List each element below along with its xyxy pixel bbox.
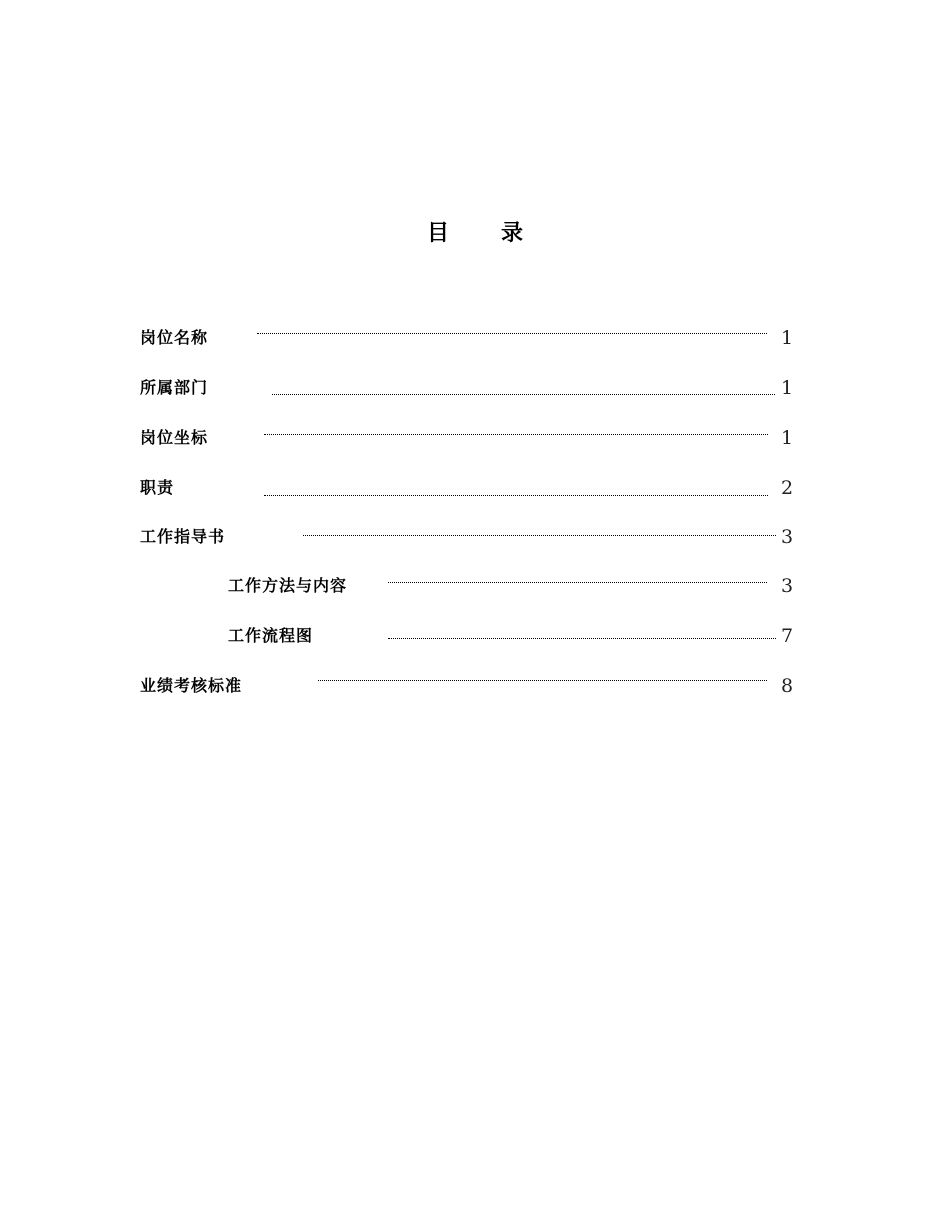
toc-entry-label: 岗位名称 <box>140 328 209 347</box>
toc-title-char-1: 目 <box>426 221 449 246</box>
toc-leader-dots <box>264 495 768 496</box>
toc-leader-dots <box>264 434 768 435</box>
toc-entry-page-number: 1 <box>781 377 794 399</box>
toc-leader-dots <box>388 582 767 583</box>
toc-entry-label: 工作指导书 <box>140 527 226 546</box>
toc-entry-position-coordinate[interactable] <box>0 426 950 450</box>
toc-entry-label: 工作方法与内容 <box>228 576 348 595</box>
toc-entry-work-guide[interactable] <box>0 525 950 549</box>
toc-entry-page-number: 7 <box>781 625 794 647</box>
toc-entry-page-number: 1 <box>781 427 794 449</box>
toc-title <box>0 216 950 247</box>
toc-entry-workflow-chart[interactable] <box>0 624 950 648</box>
toc-entry-duties[interactable] <box>0 476 950 500</box>
toc-title-char-2: 录 <box>501 221 524 246</box>
toc-entry-page-number: 3 <box>781 575 794 597</box>
toc-entry-label: 业绩考核标准 <box>140 676 243 695</box>
toc-entry-position-name[interactable] <box>0 326 950 350</box>
toc-entry-label: 职责 <box>140 478 175 497</box>
toc-entry-work-methods[interactable] <box>0 574 950 598</box>
toc-entry-performance-standards[interactable] <box>0 674 950 698</box>
toc-entry-page-number: 1 <box>781 327 794 349</box>
toc-leader-dots <box>257 333 767 334</box>
toc-entry-page-number: 3 <box>781 526 794 548</box>
toc-entry-label: 岗位坐标 <box>140 428 209 447</box>
toc-leader-dots <box>318 680 767 681</box>
toc-entry-label: 工作流程图 <box>228 626 314 645</box>
toc-leader-dots <box>303 535 776 536</box>
toc-entry-department[interactable] <box>0 376 950 400</box>
toc-leader-dots <box>272 394 775 395</box>
toc-leader-dots <box>388 638 776 639</box>
toc-entry-page-number: 8 <box>781 675 794 697</box>
toc-entry-page-number: 2 <box>781 477 794 499</box>
toc-entry-label: 所属部门 <box>140 378 209 397</box>
